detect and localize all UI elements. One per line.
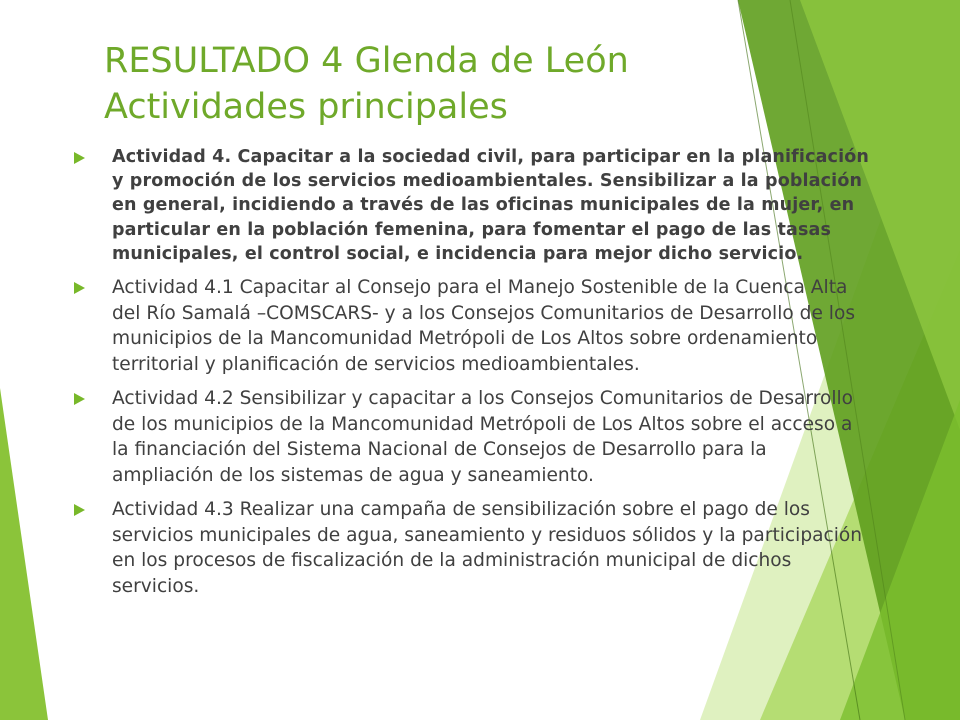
title-line-1: RESULTADO 4 Glenda de León bbox=[104, 41, 629, 81]
activity-4-1-text: Actividad 4.1 Capacitar al Consejo para el Manejo Sostenible de la Cuenca Alta del Río Samalá –COMSCARS- y a los Consejos Comunitarios de Desarrollo de los municipios de la Mancomunidad Metrópoli de Los Altos sobre ordenamiento territorial y planificación de servicios medioambientales. bbox=[112, 277, 856, 375]
list-item bbox=[74, 275, 914, 377]
left-facet bbox=[0, 388, 48, 720]
activity-list bbox=[74, 145, 914, 599]
activity-4-2-text: Actividad 4.2 Sensibilizar y capacitar a los Consejos Comunitarios de Desarrollo de los municipios de la Mancomunidad Metrópoli de Los Altos sobre el acceso a la financiación del Sistema Nacional de Consejos de Desarrollo para la ampliación de los sistemas de agua y saneamiento. bbox=[112, 388, 854, 486]
title-line-2: Actividades principales bbox=[104, 87, 508, 127]
triangle-bullet-icon bbox=[74, 152, 85, 164]
list-item bbox=[74, 386, 914, 488]
triangle-bullet-icon bbox=[74, 504, 85, 516]
list-item bbox=[74, 497, 914, 599]
list-item bbox=[74, 145, 914, 266]
triangle-bullet-icon bbox=[74, 393, 85, 405]
activity-4-text: Actividad 4. Capacitar a la sociedad civil, para participar en la planificación y promoción de los servicios medioambientales. Sensibilizar a la población en general, incidiendo a través de las oficinas municipales de la mujer, en particular en la población femenina, para fomentar el pago de las tasas municipales, el control social, e incidencia para mejor dicho servicio. bbox=[112, 147, 870, 264]
triangle-bullet-icon bbox=[74, 282, 85, 294]
activity-4-3-text: Actividad 4.3 Realizar una campaña de sensibilización sobre el pago de los servicios municipales de agua, saneamiento y residuos sólidos y la participación en los procesos de fiscalización de la administración municipal de dichos servicios. bbox=[112, 499, 863, 597]
slide-title bbox=[104, 38, 724, 130]
